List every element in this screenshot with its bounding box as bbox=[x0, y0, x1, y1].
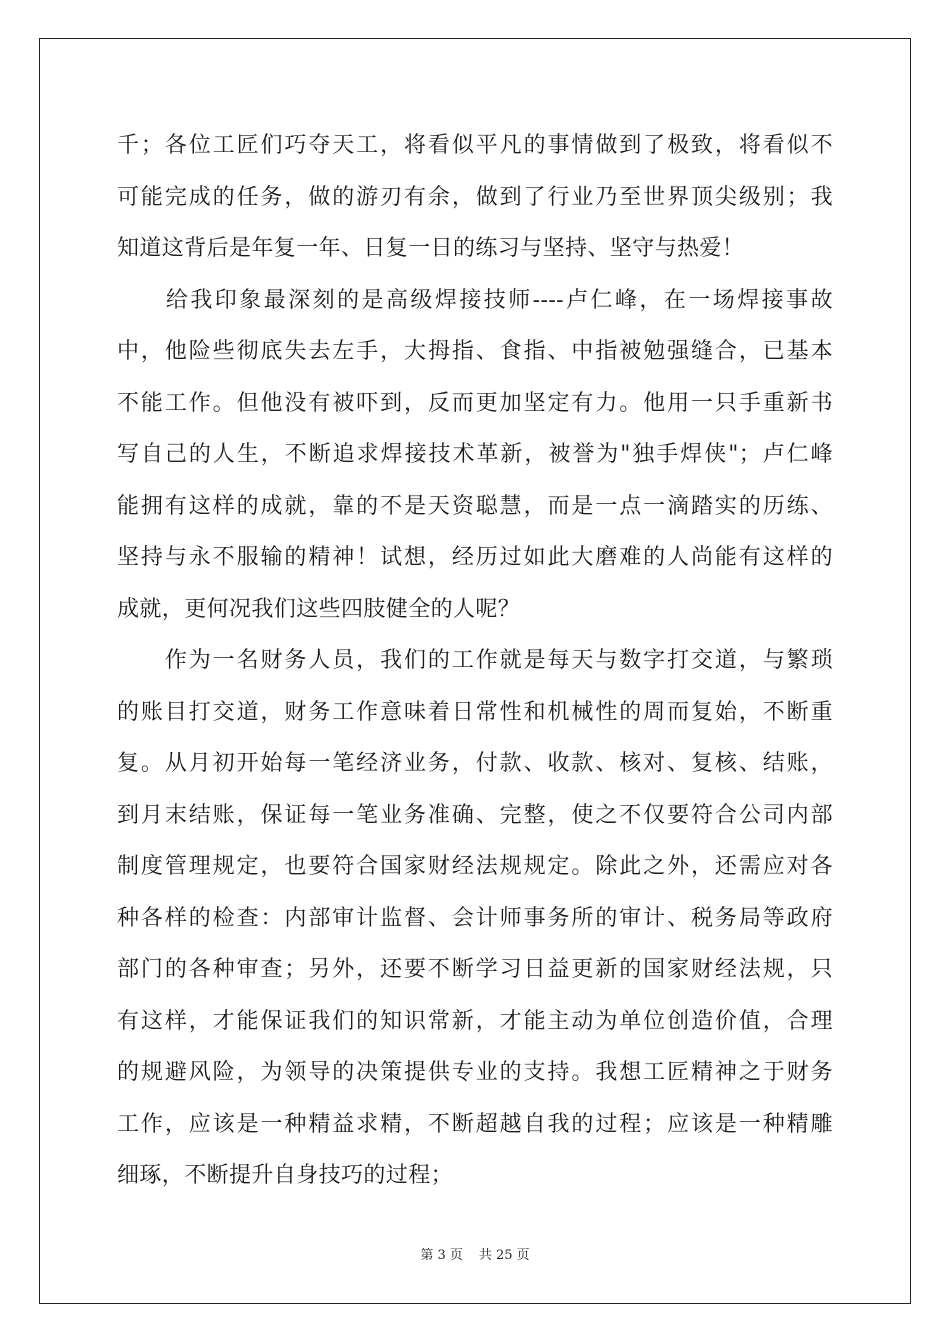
text-line: 制度管理规定，也要符合国家财经法规规定。除此之外，还需应对各 bbox=[117, 854, 833, 879]
page-footer bbox=[0, 1244, 950, 1263]
text-line: 部门的各种审查；另外，还要不断学习日益更新的国家财经法规，只 bbox=[117, 957, 833, 982]
text-line: 到月末结账，保证每一笔业务准确、完整，使之不仅要符合公司内部 bbox=[117, 802, 833, 828]
text-line: 中，他险些彻底失去左手，大拇指、食指、中指被勉强缝合，已基本 bbox=[117, 339, 833, 364]
text-line: 写自己的人生，不断追求焊接技术革新，被誉为"独手焊侠"；卢仁峰 bbox=[117, 442, 833, 467]
text-line: 的账目打交道，财务工作意味着日常性和机械性的周而复始，不断重 bbox=[117, 699, 833, 725]
text-line: 给我印象最深刻的是高级焊接技师----卢仁峰，在一场焊接事故 bbox=[117, 287, 833, 313]
text-line: 细琢，不断提升自身技巧的过程； bbox=[117, 1163, 454, 1188]
page-total: 共 25 页 bbox=[478, 1248, 530, 1263]
text-line: 工作，应该是一种精益求精，不断超越自我的过程；应该是一种精雕 bbox=[117, 1111, 833, 1137]
text-line: 作为一名财务人员，我们的工作就是每天与数字打交道，与繁琐 bbox=[117, 648, 833, 673]
text-line: 千；各位工匠们巧夺天工，将看似平凡的事情做到了极致，将看似不 bbox=[117, 133, 833, 158]
text-line: 能拥有这样的成就，靠的不是天资聪慧，而是一点一滴踏实的历练、 bbox=[117, 493, 833, 519]
text-line: 的规避风险，为领导的决策提供专业的支持。我想工匠精神之于财务 bbox=[117, 1060, 833, 1085]
text-line: 成就，更何况我们这些四肢健全的人呢？ bbox=[117, 596, 521, 622]
document-body bbox=[117, 120, 833, 1202]
text-line: 不能工作。但他没有被吓到，反而更加坚定有力。他用一只手重新书 bbox=[117, 390, 833, 416]
text-line: 可能完成的任务，做的游刃有余，做到了行业乃至世界顶尖级别；我 bbox=[117, 184, 833, 210]
text-line: 种各样的检查：内部审计监督、会计师事务所的审计、税务局等政府 bbox=[117, 905, 833, 931]
text-line: 知道这背后是年复一年、日复一日的练习与坚持、坚守与热爱！ bbox=[117, 236, 745, 261]
text-line: 坚持与永不服输的精神！试想，经历过如此大磨难的人尚能有这样的 bbox=[117, 545, 833, 570]
text-line: 复。从月初开始每一笔经济业务，付款、收款、核对、复核、结账， bbox=[117, 751, 833, 776]
text-line: 有这样，才能保证我们的知识常新，才能主动为单位创造价值，合理 bbox=[117, 1008, 833, 1034]
page-number: 第 3 页 bbox=[420, 1248, 463, 1263]
